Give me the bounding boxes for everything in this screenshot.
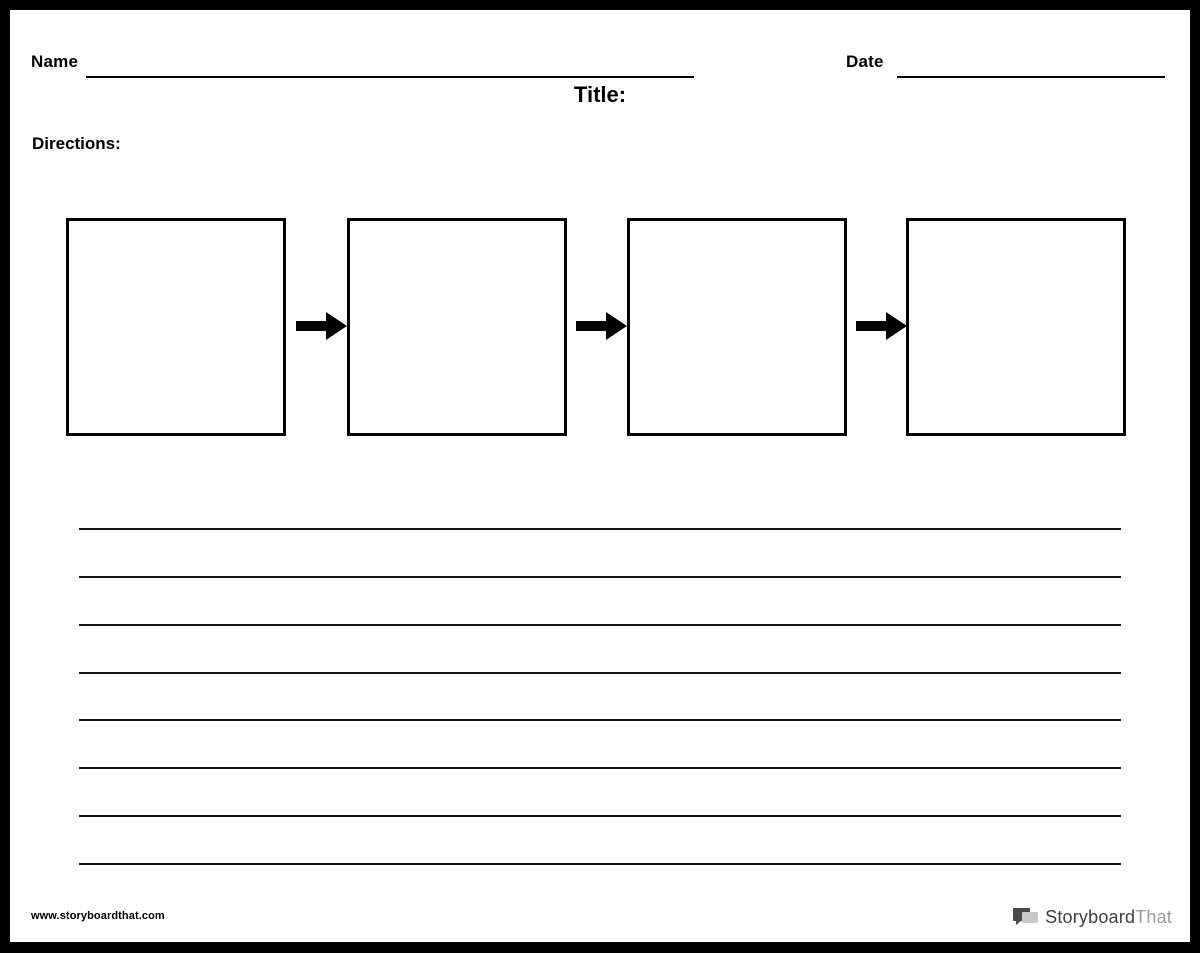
writing-line[interactable]	[79, 528, 1121, 530]
name-label: Name	[31, 52, 79, 71]
worksheet-header	[10, 30, 1190, 71]
sequence-row	[10, 208, 1190, 438]
writing-line[interactable]	[79, 863, 1121, 865]
writing-line[interactable]	[79, 624, 1121, 626]
arrow-right-icon	[856, 311, 908, 341]
brand-primary-text: Storyboard	[1045, 906, 1136, 927]
writing-line[interactable]	[79, 815, 1121, 817]
brand-logo[interactable]	[1013, 904, 1172, 930]
brand-secondary-text: That	[1135, 906, 1172, 927]
arrow-right-icon	[576, 311, 628, 341]
speech-bubble-icon	[1013, 906, 1039, 928]
worksheet-page	[10, 10, 1190, 942]
brand-text	[1045, 907, 1172, 928]
sequence-box-4[interactable]	[906, 218, 1126, 436]
sequence-box-1[interactable]	[66, 218, 286, 436]
writing-line[interactable]	[79, 576, 1121, 578]
worksheet-footer	[10, 896, 1190, 942]
directions-label: Directions:	[32, 134, 121, 153]
sequence-box-2[interactable]	[347, 218, 567, 436]
date-label: Date	[846, 52, 884, 71]
arrow-right-icon	[296, 311, 348, 341]
title-label: Title:	[573, 82, 627, 107]
writing-line[interactable]	[79, 719, 1121, 721]
footer-url[interactable]: www.storyboardthat.com	[31, 910, 165, 922]
writing-line[interactable]	[79, 767, 1121, 769]
date-input-line[interactable]	[897, 76, 1165, 78]
sequence-box-3[interactable]	[627, 218, 847, 436]
writing-line[interactable]	[79, 672, 1121, 674]
name-input-line[interactable]	[86, 76, 694, 78]
writing-lines	[10, 480, 1190, 870]
